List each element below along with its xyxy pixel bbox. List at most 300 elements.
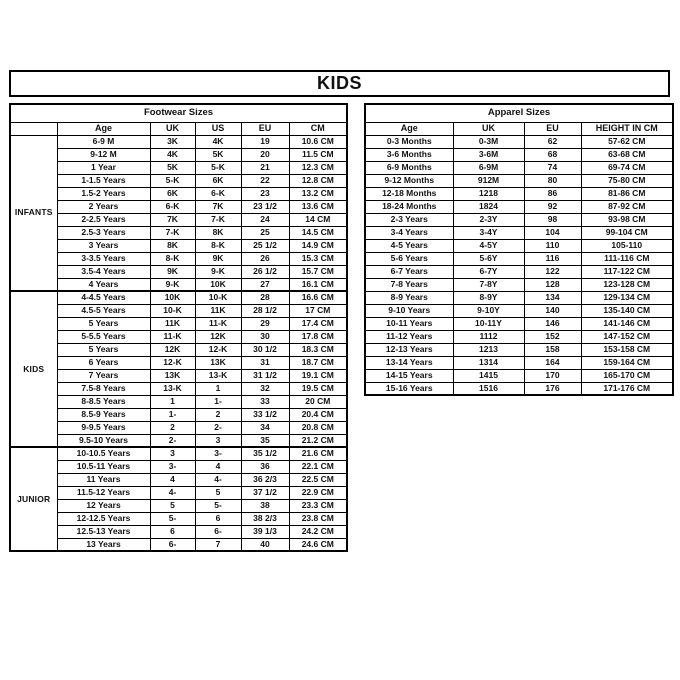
footwear-cell-age: 5 Years — [57, 317, 150, 330]
footwear-row — [10, 213, 347, 226]
footwear-cell-eu: 35 — [241, 434, 289, 447]
apparel-row — [365, 252, 673, 265]
footwear-cell-cm: 19.1 CM — [289, 369, 347, 382]
apparel-row — [365, 239, 673, 252]
footwear-cell-uk: 4- — [150, 486, 195, 499]
footwear-cell-age: 7 Years — [57, 369, 150, 382]
apparel-row — [365, 330, 673, 343]
footwear-cell-eu: 31 — [241, 356, 289, 369]
footwear-cell-uk: 3- — [150, 460, 195, 473]
footwear-cell-uk: 1- — [150, 408, 195, 421]
footwear-row — [10, 460, 347, 473]
footwear-cell-uk: 3 — [150, 447, 195, 460]
footwear-cell-uk: 1 — [150, 395, 195, 408]
apparel-cell-eu: 80 — [524, 174, 581, 187]
apparel-cell-eu: 92 — [524, 200, 581, 213]
footwear-row — [10, 317, 347, 330]
footwear-cell-cm: 15.7 CM — [289, 265, 347, 278]
footwear-cell-age: 3-3.5 Years — [57, 252, 150, 265]
footwear-cell-eu: 39 1/3 — [241, 525, 289, 538]
apparel-cell-uk: 1218 — [453, 187, 524, 200]
apparel-cell-height-in-cm: 69-74 CM — [581, 161, 673, 174]
footwear-cell-uk: 8K — [150, 239, 195, 252]
apparel-cell-age: 5-6 Years — [365, 252, 453, 265]
footwear-row — [10, 525, 347, 538]
footwear-cell-eu: 33 — [241, 395, 289, 408]
footwear-row — [10, 421, 347, 434]
footwear-cell-age: 9-12 M — [57, 148, 150, 161]
footwear-cell-age: 2-2.5 Years — [57, 213, 150, 226]
apparel-row — [365, 291, 673, 304]
footwear-row — [10, 330, 347, 343]
footwear-cell-cm: 12.8 CM — [289, 174, 347, 187]
apparel-cell-age: 15-16 Years — [365, 382, 453, 395]
footwear-cell-uk: 7-K — [150, 226, 195, 239]
footwear-cell-cm: 12.3 CM — [289, 161, 347, 174]
footwear-cell-uk: 5-K — [150, 174, 195, 187]
apparel-cell-height-in-cm: 117-122 CM — [581, 265, 673, 278]
apparel-row — [365, 161, 673, 174]
apparel-title-row — [365, 104, 673, 122]
footwear-row — [10, 291, 347, 304]
footwear-row — [10, 369, 347, 382]
footwear-row — [10, 200, 347, 213]
footwear-row — [10, 278, 347, 291]
footwear-cell-uk: 9K — [150, 265, 195, 278]
apparel-row — [365, 382, 673, 395]
footwear-row — [10, 473, 347, 486]
apparel-cell-uk: 1415 — [453, 369, 524, 382]
apparel-title: Apparel Sizes — [365, 104, 673, 122]
footwear-cell-uk: 8-K — [150, 252, 195, 265]
apparel-cell-eu: 140 — [524, 304, 581, 317]
apparel-cell-eu: 158 — [524, 343, 581, 356]
footwear-cell-cm: 22.5 CM — [289, 473, 347, 486]
footwear-row — [10, 486, 347, 499]
apparel-cell-uk: 1314 — [453, 356, 524, 369]
apparel-cell-height-in-cm: 81-86 CM — [581, 187, 673, 200]
footwear-cell-eu: 34 — [241, 421, 289, 434]
footwear-row — [10, 343, 347, 356]
footwear-group-header-cell — [10, 122, 57, 135]
footwear-row — [10, 499, 347, 512]
apparel-cell-eu: 68 — [524, 148, 581, 161]
footwear-cell-uk: 6- — [150, 538, 195, 551]
footwear-cell-us: 5- — [195, 499, 241, 512]
group-label-junior: JUNIOR — [10, 447, 57, 551]
footwear-cell-cm: 11.5 CM — [289, 148, 347, 161]
footwear-cell-uk: 11-K — [150, 330, 195, 343]
footwear-row — [10, 161, 347, 174]
footwear-cell-cm: 21.2 CM — [289, 434, 347, 447]
apparel-cell-height-in-cm: 153-158 CM — [581, 343, 673, 356]
footwear-cell-cm: 14.5 CM — [289, 226, 347, 239]
apparel-cell-eu: 146 — [524, 317, 581, 330]
apparel-cell-height-in-cm: 63-68 CM — [581, 148, 673, 161]
apparel-cell-age: 6-9 Months — [365, 161, 453, 174]
footwear-cell-age: 11 Years — [57, 473, 150, 486]
footwear-row — [10, 252, 347, 265]
apparel-cell-height-in-cm: 93-98 CM — [581, 213, 673, 226]
footwear-row — [10, 434, 347, 447]
footwear-cell-eu: 38 2/3 — [241, 512, 289, 525]
apparel-cell-uk: 1516 — [453, 382, 524, 395]
footwear-cell-us: 13K — [195, 356, 241, 369]
footwear-header-row — [10, 122, 347, 135]
apparel-cell-height-in-cm: 111-116 CM — [581, 252, 673, 265]
apparel-row — [365, 174, 673, 187]
footwear-cell-us: 11K — [195, 304, 241, 317]
footwear-cell-uk: 2- — [150, 434, 195, 447]
apparel-cell-eu: 134 — [524, 291, 581, 304]
apparel-cell-age: 13-14 Years — [365, 356, 453, 369]
footwear-row — [10, 447, 347, 460]
footwear-row — [10, 395, 347, 408]
footwear-cell-us: 2- — [195, 421, 241, 434]
footwear-cell-us: 1- — [195, 395, 241, 408]
footwear-cell-eu: 36 2/3 — [241, 473, 289, 486]
footwear-cell-age: 10.5-11 Years — [57, 460, 150, 473]
apparel-col-header-eu: EU — [524, 122, 581, 135]
footwear-cell-eu: 36 — [241, 460, 289, 473]
footwear-cell-cm: 20.8 CM — [289, 421, 347, 434]
footwear-cell-cm: 10.6 CM — [289, 135, 347, 148]
apparel-cell-height-in-cm: 75-80 CM — [581, 174, 673, 187]
apparel-cell-eu: 152 — [524, 330, 581, 343]
footwear-row — [10, 226, 347, 239]
footwear-row — [10, 304, 347, 317]
footwear-cell-age: 1 Year — [57, 161, 150, 174]
footwear-cell-age: 3.5-4 Years — [57, 265, 150, 278]
apparel-cell-height-in-cm: 141-146 CM — [581, 317, 673, 330]
footwear-cell-cm: 19.5 CM — [289, 382, 347, 395]
footwear-cell-cm: 20.4 CM — [289, 408, 347, 421]
apparel-cell-height-in-cm: 165-170 CM — [581, 369, 673, 382]
apparel-cell-uk: 2-3Y — [453, 213, 524, 226]
footwear-cell-eu: 20 — [241, 148, 289, 161]
footwear-cell-us: 4K — [195, 135, 241, 148]
apparel-row — [365, 369, 673, 382]
footwear-row — [10, 239, 347, 252]
apparel-cell-age: 7-8 Years — [365, 278, 453, 291]
footwear-cell-age: 12-12.5 Years — [57, 512, 150, 525]
apparel-cell-age: 6-7 Years — [365, 265, 453, 278]
footwear-cell-us: 2 — [195, 408, 241, 421]
footwear-cell-eu: 21 — [241, 161, 289, 174]
footwear-cell-eu: 24 — [241, 213, 289, 226]
apparel-cell-age: 9-10 Years — [365, 304, 453, 317]
footwear-cell-uk: 6 — [150, 525, 195, 538]
footwear-col-header-cm: CM — [289, 122, 347, 135]
apparel-cell-age: 18-24 Months — [365, 200, 453, 213]
footwear-cell-age: 8-8.5 Years — [57, 395, 150, 408]
apparel-row — [365, 200, 673, 213]
footwear-cell-cm: 24.2 CM — [289, 525, 347, 538]
footwear-cell-us: 12-K — [195, 343, 241, 356]
footwear-cell-eu: 30 — [241, 330, 289, 343]
apparel-row — [365, 317, 673, 330]
footwear-cell-eu: 32 — [241, 382, 289, 395]
footwear-col-header-age: Age — [57, 122, 150, 135]
footwear-cell-us: 7-K — [195, 213, 241, 226]
apparel-cell-age: 12-18 Months — [365, 187, 453, 200]
footwear-cell-uk: 7K — [150, 213, 195, 226]
footwear-cell-age: 2 Years — [57, 200, 150, 213]
footwear-cell-cm: 18.3 CM — [289, 343, 347, 356]
footwear-cell-us: 7K — [195, 200, 241, 213]
footwear-cell-cm: 14 CM — [289, 213, 347, 226]
footwear-cell-age: 12 Years — [57, 499, 150, 512]
footwear-row — [10, 174, 347, 187]
footwear-cell-eu: 23 — [241, 187, 289, 200]
footwear-cell-us: 5 — [195, 486, 241, 499]
footwear-cell-uk: 6K — [150, 187, 195, 200]
footwear-cell-age: 4-4.5 Years — [57, 291, 150, 304]
apparel-col-header-age: Age — [365, 122, 453, 135]
apparel-cell-height-in-cm: 99-104 CM — [581, 226, 673, 239]
apparel-cell-uk: 6-7Y — [453, 265, 524, 278]
apparel-cell-uk: 1213 — [453, 343, 524, 356]
footwear-col-header-us: US — [195, 122, 241, 135]
footwear-cell-uk: 12-K — [150, 356, 195, 369]
footwear-cell-age: 8.5-9 Years — [57, 408, 150, 421]
footwear-cell-us: 7 — [195, 538, 241, 551]
apparel-cell-age: 14-15 Years — [365, 369, 453, 382]
footwear-cell-us: 11-K — [195, 317, 241, 330]
footwear-cell-eu: 25 1/2 — [241, 239, 289, 252]
apparel-cell-uk: 10-11Y — [453, 317, 524, 330]
footwear-col-header-eu: EU — [241, 122, 289, 135]
apparel-cell-age: 10-11 Years — [365, 317, 453, 330]
apparel-cell-height-in-cm: 87-92 CM — [581, 200, 673, 213]
apparel-cell-age: 12-13 Years — [365, 343, 453, 356]
footwear-cell-us: 8-K — [195, 239, 241, 252]
footwear-cell-cm: 13.2 CM — [289, 187, 347, 200]
apparel-cell-height-in-cm: 159-164 CM — [581, 356, 673, 369]
page-title — [9, 70, 670, 97]
footwear-cell-us: 10-K — [195, 291, 241, 304]
apparel-cell-height-in-cm: 57-62 CM — [581, 135, 673, 148]
footwear-cell-cm: 23.8 CM — [289, 512, 347, 525]
apparel-row — [365, 278, 673, 291]
page-title-text: KIDS — [316, 73, 362, 93]
footwear-cell-cm: 20 CM — [289, 395, 347, 408]
apparel-cell-height-in-cm: 105-110 — [581, 239, 673, 252]
footwear-cell-eu: 26 — [241, 252, 289, 265]
apparel-cell-uk: 7-8Y — [453, 278, 524, 291]
apparel-cell-age: 3-4 Years — [365, 226, 453, 239]
apparel-row — [365, 265, 673, 278]
apparel-cell-eu: 164 — [524, 356, 581, 369]
apparel-cell-height-in-cm: 129-134 CM — [581, 291, 673, 304]
apparel-cell-eu: 104 — [524, 226, 581, 239]
footwear-cell-uk: 5K — [150, 161, 195, 174]
footwear-cell-uk: 5 — [150, 499, 195, 512]
footwear-cell-age: 9-9.5 Years — [57, 421, 150, 434]
footwear-cell-cm: 21.6 CM — [289, 447, 347, 460]
group-label-kids: KIDS — [10, 291, 57, 447]
apparel-cell-uk: 3-4Y — [453, 226, 524, 239]
footwear-cell-us: 6K — [195, 174, 241, 187]
apparel-row — [365, 148, 673, 161]
footwear-cell-cm: 17.8 CM — [289, 330, 347, 343]
footwear-cell-cm: 24.6 CM — [289, 538, 347, 551]
footwear-cell-us: 6- — [195, 525, 241, 538]
footwear-cell-us: 13-K — [195, 369, 241, 382]
apparel-cell-eu: 176 — [524, 382, 581, 395]
apparel-col-header-height-in-cm: HEIGHT IN CM — [581, 122, 673, 135]
footwear-row — [10, 135, 347, 148]
footwear-cell-cm: 16.6 CM — [289, 291, 347, 304]
footwear-cell-eu: 35 1/2 — [241, 447, 289, 460]
footwear-cell-age: 1.5-2 Years — [57, 187, 150, 200]
apparel-cell-age: 4-5 Years — [365, 239, 453, 252]
footwear-cell-us: 5-K — [195, 161, 241, 174]
apparel-col-header-uk: UK — [453, 122, 524, 135]
footwear-cell-us: 4- — [195, 473, 241, 486]
footwear-table — [9, 103, 348, 552]
footwear-cell-cm: 17.4 CM — [289, 317, 347, 330]
footwear-cell-us: 6 — [195, 512, 241, 525]
apparel-cell-eu: 170 — [524, 369, 581, 382]
footwear-cell-age: 4 Years — [57, 278, 150, 291]
footwear-cell-eu: 27 — [241, 278, 289, 291]
footwear-cell-age: 10-10.5 Years — [57, 447, 150, 460]
apparel-cell-age: 11-12 Years — [365, 330, 453, 343]
apparel-cell-eu: 74 — [524, 161, 581, 174]
footwear-cell-age: 6-9 M — [57, 135, 150, 148]
apparel-row — [365, 187, 673, 200]
apparel-cell-eu: 122 — [524, 265, 581, 278]
footwear-cell-us: 12K — [195, 330, 241, 343]
apparel-cell-uk: 8-9Y — [453, 291, 524, 304]
footwear-cell-eu: 25 — [241, 226, 289, 239]
footwear-cell-eu: 38 — [241, 499, 289, 512]
footwear-cell-eu: 22 — [241, 174, 289, 187]
footwear-cell-cm: 15.3 CM — [289, 252, 347, 265]
footwear-cell-uk: 12K — [150, 343, 195, 356]
footwear-cell-uk: 6-K — [150, 200, 195, 213]
apparel-cell-height-in-cm: 135-140 CM — [581, 304, 673, 317]
footwear-row — [10, 382, 347, 395]
apparel-cell-uk: 6-9M — [453, 161, 524, 174]
footwear-row — [10, 187, 347, 200]
footwear-cell-us: 8K — [195, 226, 241, 239]
footwear-cell-us: 10K — [195, 278, 241, 291]
group-label-infants: INFANTS — [10, 135, 57, 291]
footwear-cell-eu: 37 1/2 — [241, 486, 289, 499]
apparel-row — [365, 343, 673, 356]
footwear-cell-age: 7.5-8 Years — [57, 382, 150, 395]
footwear-cell-age: 4.5-5 Years — [57, 304, 150, 317]
apparel-cell-eu: 62 — [524, 135, 581, 148]
footwear-cell-uk: 3K — [150, 135, 195, 148]
footwear-cell-uk: 13-K — [150, 382, 195, 395]
footwear-cell-uk: 2 — [150, 421, 195, 434]
footwear-cell-age: 13 Years — [57, 538, 150, 551]
apparel-cell-eu: 86 — [524, 187, 581, 200]
footwear-cell-age: 5 Years — [57, 343, 150, 356]
footwear-cell-uk: 4K — [150, 148, 195, 161]
footwear-cell-us: 9-K — [195, 265, 241, 278]
footwear-cell-uk: 10K — [150, 291, 195, 304]
footwear-cell-eu: 30 1/2 — [241, 343, 289, 356]
apparel-cell-height-in-cm: 123-128 CM — [581, 278, 673, 291]
apparel-cell-height-in-cm: 147-152 CM — [581, 330, 673, 343]
footwear-cell-cm: 13.6 CM — [289, 200, 347, 213]
footwear-col-header-uk: UK — [150, 122, 195, 135]
footwear-cell-eu: 19 — [241, 135, 289, 148]
footwear-cell-cm: 22.9 CM — [289, 486, 347, 499]
footwear-cell-age: 5-5.5 Years — [57, 330, 150, 343]
footwear-cell-eu: 33 1/2 — [241, 408, 289, 421]
footwear-cell-us: 5K — [195, 148, 241, 161]
footwear-cell-eu: 40 — [241, 538, 289, 551]
apparel-cell-uk: 912M — [453, 174, 524, 187]
apparel-cell-uk: 0-3M — [453, 135, 524, 148]
footwear-cell-uk: 4 — [150, 473, 195, 486]
footwear-row — [10, 356, 347, 369]
footwear-cell-uk: 10-K — [150, 304, 195, 317]
apparel-cell-uk: 3-6M — [453, 148, 524, 161]
apparel-cell-eu: 128 — [524, 278, 581, 291]
footwear-cell-cm: 23.3 CM — [289, 499, 347, 512]
apparel-cell-eu: 116 — [524, 252, 581, 265]
apparel-cell-eu: 110 — [524, 239, 581, 252]
footwear-cell-eu: 26 1/2 — [241, 265, 289, 278]
footwear-cell-uk: 13K — [150, 369, 195, 382]
footwear-cell-age: 12.5-13 Years — [57, 525, 150, 538]
apparel-row — [365, 226, 673, 239]
apparel-cell-age: 2-3 Years — [365, 213, 453, 226]
footwear-cell-eu: 23 1/2 — [241, 200, 289, 213]
apparel-cell-uk: 1824 — [453, 200, 524, 213]
footwear-cell-uk: 11K — [150, 317, 195, 330]
apparel-cell-uk: 4-5Y — [453, 239, 524, 252]
apparel-cell-age: 3-6 Months — [365, 148, 453, 161]
footwear-row — [10, 538, 347, 551]
apparel-table — [364, 103, 674, 396]
footwear-cell-us: 3- — [195, 447, 241, 460]
footwear-cell-age: 11.5-12 Years — [57, 486, 150, 499]
footwear-cell-age: 2.5-3 Years — [57, 226, 150, 239]
footwear-cell-age: 6 Years — [57, 356, 150, 369]
apparel-cell-age: 0-3 Months — [365, 135, 453, 148]
footwear-cell-cm: 16.1 CM — [289, 278, 347, 291]
apparel-row — [365, 304, 673, 317]
apparel-cell-age: 8-9 Years — [365, 291, 453, 304]
footwear-cell-cm: 14.9 CM — [289, 239, 347, 252]
apparel-row — [365, 213, 673, 226]
footwear-cell-us: 3 — [195, 434, 241, 447]
footwear-row — [10, 512, 347, 525]
footwear-cell-eu: 29 — [241, 317, 289, 330]
footwear-row — [10, 148, 347, 161]
footwear-cell-age: 9.5-10 Years — [57, 434, 150, 447]
footwear-title: Footwear Sizes — [10, 104, 347, 122]
footwear-cell-age: 1-1.5 Years — [57, 174, 150, 187]
footwear-cell-us: 4 — [195, 460, 241, 473]
footwear-cell-cm: 18.7 CM — [289, 356, 347, 369]
apparel-cell-eu: 98 — [524, 213, 581, 226]
footwear-cell-cm: 22.1 CM — [289, 460, 347, 473]
footwear-cell-eu: 28 — [241, 291, 289, 304]
footwear-title-row — [10, 104, 347, 122]
footwear-row — [10, 408, 347, 421]
footwear-row — [10, 265, 347, 278]
footwear-cell-age: 3 Years — [57, 239, 150, 252]
footwear-cell-eu: 31 1/2 — [241, 369, 289, 382]
